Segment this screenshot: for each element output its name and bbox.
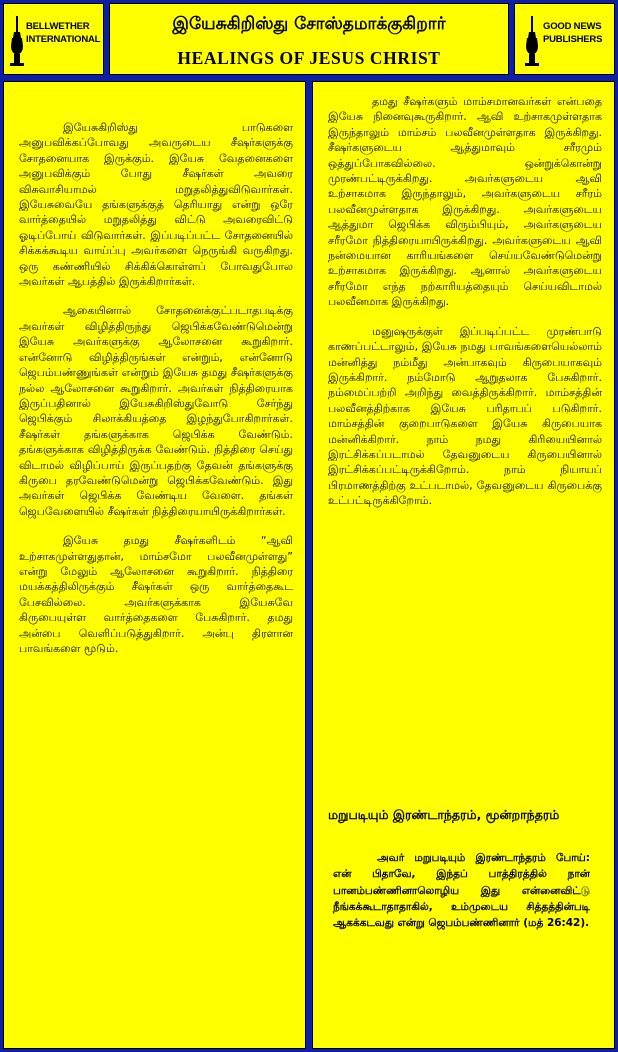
paragraph: இயேசுகிறிஸ்து பாடுகளை அனுபவிக்கப்போவது அவருடைய சீஷர்களுக்கு சோதனையாக இருக்கும். இயேசு வேதனைகளை அனுபவிக்கும் போது சீஷர்கள் அவரை விசுவாசியாமல் மறுதலித்துவிடுவார்கள். இயேசுவையே தங்களுக்குத் தெரியாது என்று ஒரே வார்த்தையில் மறுதலித்து விட்டு அவரைவிட்டு ஓடிப்போய் விடுவார்கள். இப்படிப்பட்ட சோதனையில் சிக்கக்கூடிய வாய்ப்பு அவர்களை நெருங்கி வருகிறது. ஒரு கண்ணியில் சிக்கிக்கொள்ளப் போவதுபோல அவர்கள் ஆபத்தில் இருக்கிறார்கள்.	[19, 121, 293, 289]
section-heading: மறுபடியும் இரண்டாந்தரம், மூன்றாந்தரம்	[328, 807, 560, 822]
hand-holding-pen-icon	[525, 16, 539, 66]
paragraph: இயேசு தமது சீஷர்களிடம் “ஆவி உற்சாகமுள்ளதுதான், மாம்சமோ பலவீனமுள்ளது” என்று மேலும் ஆலோசனை கூறுகிறார். நித்திரை மயக்கத்திலிருக்கும் சீஷர்கள் ஒரு வார்த்தைகூட பேசவில்லை. அவர்களுக்காக இயேசுவே கிருபையுள்ள வார்த்தைகளை பேசுகிறார். தமது அன்பை வெளிப்படுத்துகிறார். அன்பு திரளான பாவங்களை மூடும்.	[19, 534, 293, 655]
right-column-text	[328, 94, 602, 509]
left-column	[3, 81, 306, 1049]
right-column	[312, 81, 615, 1049]
title-panel	[109, 3, 509, 75]
verse-text: அவர் மறுபடியும் இரண்டாந்தரம் போய்: என் பிதாவே, இந்தப் பாத்திரத்தில் நான் பானம்பண்ணினாலொழிய இது என்னைவிட்டு நீங்கக்கூடாதாதாகில், உம்முடைய சித்தத்தின்படி ஆகக்கடவது என்று ஜெபம்பண்ணினார் (மத் 26:42).	[333, 852, 590, 930]
logo-line-1: BELLWETHER	[26, 21, 90, 32]
logo-line-2: PUBLISHERS	[543, 34, 603, 45]
logo-line-1: GOOD NEWS	[543, 21, 602, 32]
page-title-tamil: இயேசுகிறிஸ்து சோஸ்தமாக்குகிறார்	[172, 14, 446, 34]
bellwether-logo	[10, 14, 100, 66]
page-title-english: HEALINGS OF JESUS CHRIST	[177, 48, 441, 68]
good-news-logo	[525, 14, 615, 66]
logo-line-2: INTERNATIONAL	[26, 34, 101, 45]
hand-holding-pen-icon	[10, 16, 24, 66]
paragraph: தமது சீஷர்களும் மாம்சமானவர்கள் என்பதை இயேசு நினைவுகூருகிறார். ஆவி உற்சாகமுள்ளதாக இருந்தாலும் மாம்சம் பலவீனமுள்ளதாக இருக்கிறது. சீஷர்களுடைய ஆத்துமாவும் சரீரமும் ஒத்துப்போகவில்லை. ஒன்றுக்கொன்று முரண்பட்டிருக்கிறது. அவர்களுடைய ஆவி உற்சாகமாக இருந்தாலும், அவர்களுடைய சரீரம் பலவீனமுள்ளதாக இருக்கிறது. அவர்களுடைய ஆத்துமா ஜெபிக்க விரும்பியும், அவர்களுடைய சரீரமோ நித்திரையாயிருக்கிறது. அவர்களுடைய ஆவி நன்மையான காரியங்களை செய்யவேண்டுமென்று உற்சாகமாக இருக்கிறது. ஆனால் அவர்களுடைய சரீரமோ எந்த நற்காரியத்தையும் செய்யவிடாமல் பலவீனமாக இருக்கிறது.	[328, 95, 602, 309]
paragraph: மனுஷருக்குள் இப்படிப்பட்ட முரண்பாடு காணப்பட்டாலும், இயேசு நமது பாவங்களையெல்லாம் மன்னித்து நம்மீது அன்பாகவும் கிருபையாகவும் இருக்கிறார். நம்மோடு ஆறுதலாக பேசுகிறார். நம்மைப்பற்றி அறிந்து வைத்திருக்கிறார். மாம்சத்தின் பலவீனத்திற்காக இயேசு பரிதாபப் படுகிறார். மாம்சத்தின் குறைபாடுகளை இயேசு கிருபையாக மன்னிக்கிறார். நாம் நமது கிரியையினால் இரட்சிக்கப்படாமல் தேவனுடைய கிருபையினால் இரட்சிக்கப்பட்டிருக்கிறோம். நாம் நியாயப் பிரமாணத்திற்கு உட்படாமல், தேவனுடைய கிருபைக்கு உட்பட்டிருக்கிறோம்.	[328, 324, 602, 508]
paragraph: ஆகையினால் சோதனைக்குட்படாதபடிக்கு அவர்கள் விழித்திருந்து ஜெபிக்கவேண்டுமென்று இயேசு அவர்களுக்கு ஆலோசனை கூறுகிறார். என்னோடு விழித்திருங்கள் என்றும், என்னோடு ஜெபம்பண்ணுங்கள் என்றும் இயேசு தமது சீஷர்களுக்கு நல்ல ஆலோசனை கூறுகிறார். அவர்கள் நித்திரையாக இருப்பதினால் இயேசுகிறிஸ்துவோடு சேர்ந்து ஜெபிக்கும் சிலாக்கியத்தை இழந்துபோகிறார்கள். சீஷர்கள் தங்களுக்காக ஜெபிக்க வேண்டும். தங்களுக்காக விழித்திருக்க வேண்டும். நித்திரை செய்து விடாமல் விழிப்பாய் இருப்பதற்கு தேவன் தங்களுக்கு கிருபை தரவேண்டுமென்று ஜெபிக்கவேண்டும். இது அவர்கள் ஜெபிக்க வேண்டிய வேளை. தங்கள் ஜெபவேளையில் சீஷர்கள் நித்திரையாயிருக்கிறார்கள்.	[19, 304, 293, 518]
scripture-verse	[333, 850, 590, 931]
left-column-text	[19, 120, 293, 656]
good-news-logo-panel	[514, 3, 615, 75]
bellwether-logo-panel	[3, 3, 104, 75]
